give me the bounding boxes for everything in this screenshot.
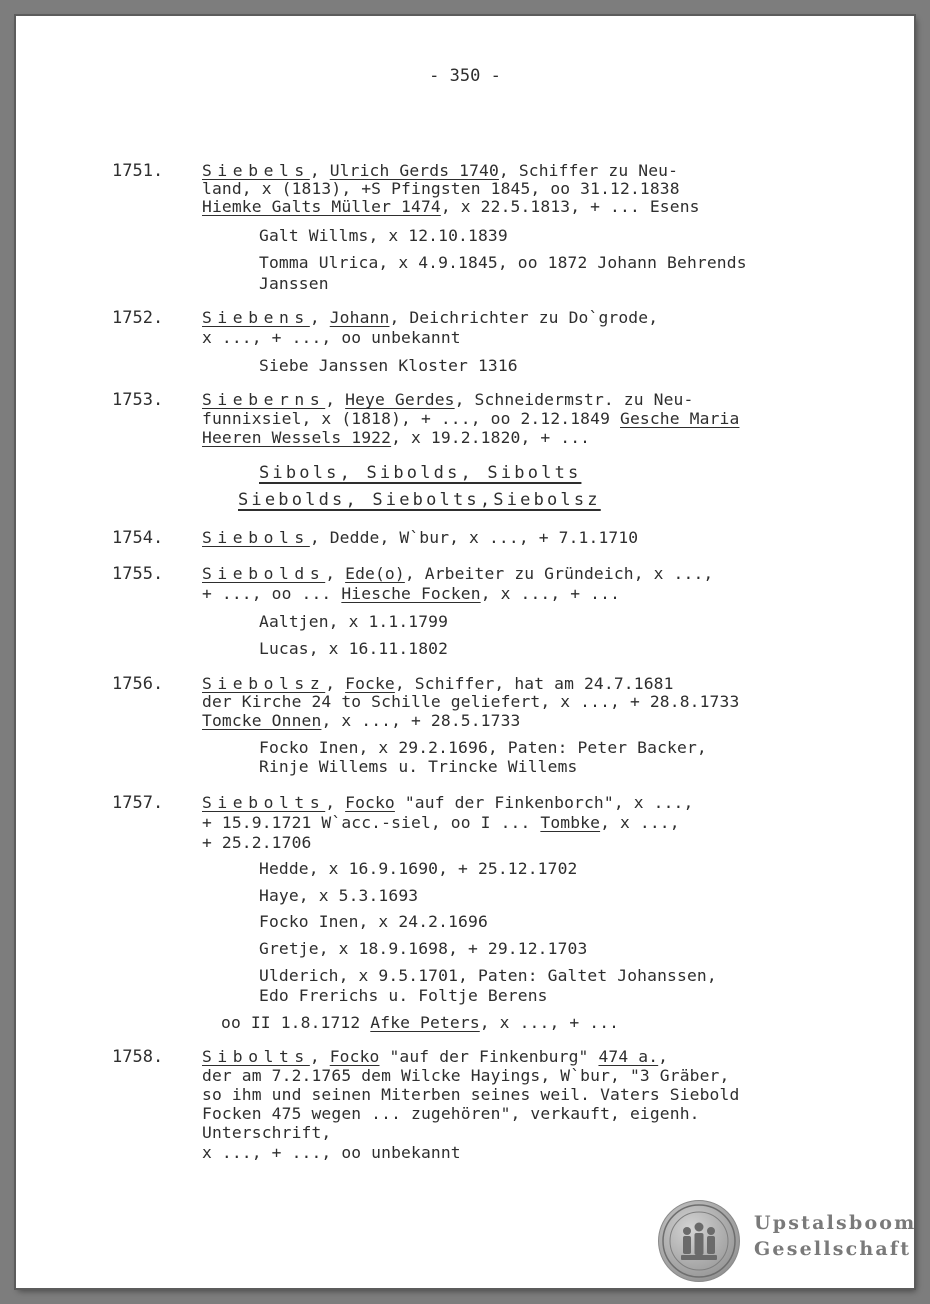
entry-number: 1755. <box>112 564 164 584</box>
child-line: Focko Inen, x 24.2.1696 <box>259 912 488 931</box>
child-line: Tomma Ulrica, x 4.9.1845, oo 1872 Johann Behrends <box>259 253 747 272</box>
child-line: Ulderich, x 9.5.1701, Paten: Galtet Johanssen, <box>259 966 717 985</box>
entry-number: 1751. <box>112 161 164 181</box>
seal-icon <box>658 1200 740 1282</box>
child-line: Rinje Willems u. Trincke Willems <box>259 757 578 776</box>
child-line: Siebe Janssen Kloster 1316 <box>259 356 518 375</box>
entry-line: der am 7.2.1765 dem Wilcke Hayings, W`bur, "3 Gräber, <box>202 1066 730 1085</box>
entry-line: Siebolds, Ede(o), Arbeiter zu Gründeich, x ..., <box>202 564 714 583</box>
entry-line: Focken 475 wegen ... zugehören", verkauft, eigenh. <box>202 1104 700 1123</box>
entry-line: + 15.9.1721 W`acc.-siel, oo I ... Tombke, x ..., <box>202 813 680 832</box>
entry-line: Siebens, Johann, Deichrichter zu Do`grode, <box>202 308 659 327</box>
entry-line: land, x (1813), +S Pfingsten 1845, oo 31.12.1838 <box>202 179 680 198</box>
page-number: - 350 - <box>429 66 501 86</box>
child-line: Edo Frerichs u. Foltje Berens <box>259 986 548 1005</box>
entry-number: 1753. <box>112 390 164 410</box>
marriage-line: oo II 1.8.1712 Afke Peters, x ..., + ... <box>221 1013 620 1032</box>
spouse-name: Heeren Wessels 1922 <box>202 428 392 447</box>
person-name: Focko <box>345 793 395 812</box>
entry-line: so ihm und seinen Miterben seines weil. Vaters Siebold <box>202 1085 740 1104</box>
spouse-name: Hiesche Focken <box>341 584 481 603</box>
surname: Siebolds <box>202 564 326 583</box>
child-line: Haye, x 5.3.1693 <box>259 886 419 905</box>
entry-line: Siebolsz, Focke, Schiffer, hat am 24.7.1681 <box>202 674 674 693</box>
spouse-name: Hiemke Galts Müller 1474 <box>202 197 441 216</box>
entry-line: Siebolts, Focko "auf der Finkenborch", x ..., <box>202 793 694 812</box>
child-line: Janssen <box>259 274 329 293</box>
entry-number: 1758. <box>112 1047 164 1067</box>
document-page <box>16 16 917 1288</box>
logo-text-line2: Gesellschaft <box>754 1238 912 1260</box>
entry-line: x ..., + ..., oo unbekannt <box>202 328 461 347</box>
reference-number: 474 a. <box>598 1047 659 1066</box>
child-line: Lucas, x 16.11.1802 <box>259 639 449 658</box>
child-line: Gretje, x 18.9.1698, + 29.12.1703 <box>259 939 588 958</box>
entry-number: 1757. <box>112 793 164 813</box>
person-name: Heye Gerdes <box>345 390 455 409</box>
child-line: Galt Willms, x 12.10.1839 <box>259 226 508 245</box>
person-name: Ede(o) <box>345 564 405 583</box>
entry-line: Siebols, Dedde, W`bur, x ..., + 7.1.1710 <box>202 528 639 547</box>
entry-line: + ..., oo ... Hiesche Focken, x ..., + ... <box>202 584 621 603</box>
person-name: Focko <box>329 1047 380 1066</box>
section-header-line1: Sibols, Sibolds, Sibolts <box>259 463 582 483</box>
surname: Sieberns <box>202 390 326 409</box>
entry-line: x ..., + ..., oo unbekannt <box>202 1143 461 1162</box>
entry-number: 1756. <box>112 674 164 694</box>
entry-line: Unterschrift, <box>202 1123 332 1142</box>
entry-line: Hiemke Galts Müller 1474, x 22.5.1813, + ... Esens <box>202 197 700 216</box>
child-line: Aaltjen, x 1.1.1799 <box>259 612 449 631</box>
entry-line: Sibolts, Focko "auf der Finkenburg" 474 a., <box>202 1047 669 1066</box>
surname: Siebols <box>202 528 310 547</box>
surname: Siebolsz <box>202 674 326 693</box>
entry-number: 1752. <box>112 308 164 328</box>
entry-line: + 25.2.1706 <box>202 833 312 852</box>
surname: Sibolts <box>202 1047 310 1066</box>
section-header-line2: Siebolds, Siebolts,Siebolsz <box>238 490 601 510</box>
logo-text-line1: Upstalsboom <box>754 1212 917 1234</box>
spouse-name: Gesche Maria <box>620 409 740 428</box>
child-line: Focko Inen, x 29.2.1696, Paten: Peter Backer, <box>259 738 707 757</box>
surname: Siebens <box>202 308 310 327</box>
person-name: Ulrich Gerds 1740 <box>329 161 499 180</box>
entry-line: Sieberns, Heye Gerdes, Schneidermstr. zu Neu- <box>202 390 694 409</box>
spouse-name: Tomcke Onnen <box>202 711 322 730</box>
publisher-logo <box>658 1200 917 1280</box>
entry-line: Heeren Wessels 1922, x 19.2.1820, + ... <box>202 428 591 447</box>
person-name: Focke <box>345 674 395 693</box>
entry-line: Tomcke Onnen, x ..., + 28.5.1733 <box>202 711 521 730</box>
spouse-name: Afke Peters <box>370 1013 480 1032</box>
spouse-name: Tombke <box>540 813 601 832</box>
entry-number: 1754. <box>112 528 164 548</box>
child-line: Hedde, x 16.9.1690, + 25.12.1702 <box>259 859 578 878</box>
surname: Siebels <box>202 161 310 180</box>
person-name: Johann <box>329 308 390 327</box>
entry-line: Siebels, Ulrich Gerds 1740, Schiffer zu Neu- <box>202 161 679 180</box>
entry-line: der Kirche 24 to Schille geliefert, x ..., + 28.8.1733 <box>202 692 740 711</box>
entry-line: funnixsiel, x (1818), + ..., oo 2.12.1849 Gesche Maria <box>202 409 740 428</box>
surname: Siebolts <box>202 793 326 812</box>
